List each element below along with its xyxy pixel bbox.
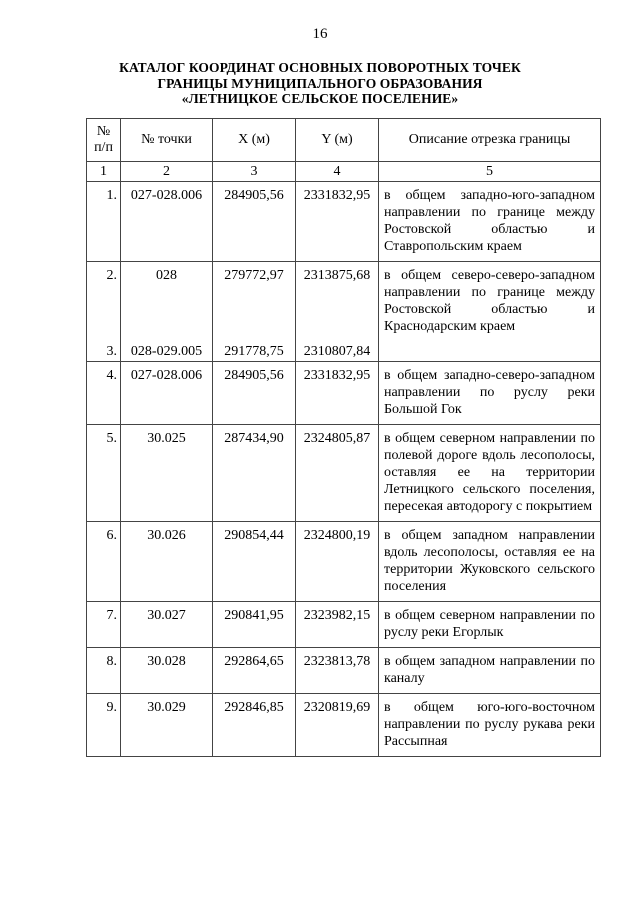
table-row (87, 182, 601, 262)
row-number: 2. (106, 268, 117, 283)
header-num-abbr: п/п (94, 140, 113, 155)
header-x: X (м) (213, 119, 296, 162)
header-point-number: № точки (121, 119, 213, 162)
row-number: 5. (87, 425, 121, 522)
y-coordinate: 2324800,19 (296, 522, 379, 602)
catalog-title (0, 60, 640, 107)
row-number: 3. (106, 344, 117, 359)
x-coordinate: 292846,85 (213, 694, 296, 757)
header-row-number (87, 119, 121, 162)
header-y: Y (м) (296, 119, 379, 162)
x-coordinate: 292864,65 (213, 648, 296, 694)
row-number: 8. (87, 648, 121, 694)
table-row (87, 425, 601, 522)
column-number: 5 (379, 162, 601, 182)
table-header-row (87, 119, 601, 162)
x-coordinate: 284905,56 (213, 182, 296, 262)
row-number: 7. (87, 602, 121, 648)
column-number: 2 (121, 162, 213, 182)
table-row (87, 694, 601, 757)
row-number: 1. (87, 182, 121, 262)
header-num-sign: № (96, 124, 111, 139)
column-number: 4 (296, 162, 379, 182)
title-line-3: «ЛЕТНИЦКОЕ СЕЛЬСКОЕ ПОСЕЛЕНИЕ» (181, 91, 459, 106)
row-number: 6. (87, 522, 121, 602)
table-row (87, 522, 601, 602)
point-number: 027-028.006 (121, 362, 213, 425)
x-coordinate: 291778,75 (224, 344, 284, 359)
segment-description: в общем северном направлении по полевой дороге вдоль лесополосы, оставляя ее на территории Летницкого сельского поселения, пересекая автодорогу с покрытием (379, 425, 601, 522)
x-coordinate-pair (213, 262, 296, 362)
segment-description: в общем северо-северо-западном направлении по границе между Ростовской областью и Краснодарским краем (379, 262, 601, 362)
segment-description: в общем юго-юго-восточном направлении по руслу рукава реки Рассыпная (379, 694, 601, 757)
point-number: 30.026 (121, 522, 213, 602)
table-row-merged (87, 262, 601, 362)
y-coordinate: 2331832,95 (296, 182, 379, 262)
title-line-2: ГРАНИЦЫ МУНИЦИПАЛЬНОГО ОБРАЗОВАНИЯ (157, 75, 483, 91)
table-row (87, 602, 601, 648)
x-coordinate: 284905,56 (213, 362, 296, 425)
header-description: Описание отрезка границы (379, 119, 601, 162)
y-coordinate: 2323813,78 (296, 648, 379, 694)
segment-description: в общем западном направлении вдоль лесополосы, оставляя ее на территории Жуковского сельского поселения (379, 522, 601, 602)
segment-description: в общем западно-северо-западном направлении по руслу реки Большой Гок (379, 362, 601, 425)
point-number-pair (121, 262, 213, 362)
coordinates-table (86, 118, 601, 757)
y-coordinate: 2323982,15 (296, 602, 379, 648)
segment-description: в общем северном направлении по руслу реки Егорлык (379, 602, 601, 648)
y-coordinate: 2313875,68 (303, 268, 371, 283)
point-number: 30.027 (121, 602, 213, 648)
x-coordinate: 290841,95 (213, 602, 296, 648)
column-number-row (87, 162, 601, 182)
y-coordinate: 2320819,69 (296, 694, 379, 757)
segment-description: в общем западно-юго-западном направлении по границе между Ростовской областью и Ставропольским краем (379, 182, 601, 262)
x-coordinate: 290854,44 (213, 522, 296, 602)
point-number: 028 (156, 268, 177, 283)
column-number: 1 (87, 162, 121, 182)
x-coordinate: 279772,97 (224, 268, 284, 283)
point-number: 30.028 (121, 648, 213, 694)
page-number: 16 (312, 26, 328, 42)
y-coordinate: 2324805,87 (296, 425, 379, 522)
point-number: 30.025 (121, 425, 213, 522)
row-number: 4. (87, 362, 121, 425)
x-coordinate: 287434,90 (213, 425, 296, 522)
point-number: 028-029.005 (130, 344, 203, 359)
y-coordinate-pair (296, 262, 379, 362)
row-number-pair (87, 262, 121, 362)
point-number: 027-028.006 (121, 182, 213, 262)
table-row (87, 648, 601, 694)
segment-description: в общем западном направлении по каналу (379, 648, 601, 694)
title-line-1: КАТАЛОГ КООРДИНАТ ОСНОВНЫХ ПОВОРОТНЫХ ТОЧЕК (119, 60, 521, 75)
row-number: 9. (87, 694, 121, 757)
column-number: 3 (213, 162, 296, 182)
table-row (87, 362, 601, 425)
point-number: 30.029 (121, 694, 213, 757)
y-coordinate: 2331832,95 (296, 362, 379, 425)
y-coordinate: 2310807,84 (303, 344, 371, 359)
